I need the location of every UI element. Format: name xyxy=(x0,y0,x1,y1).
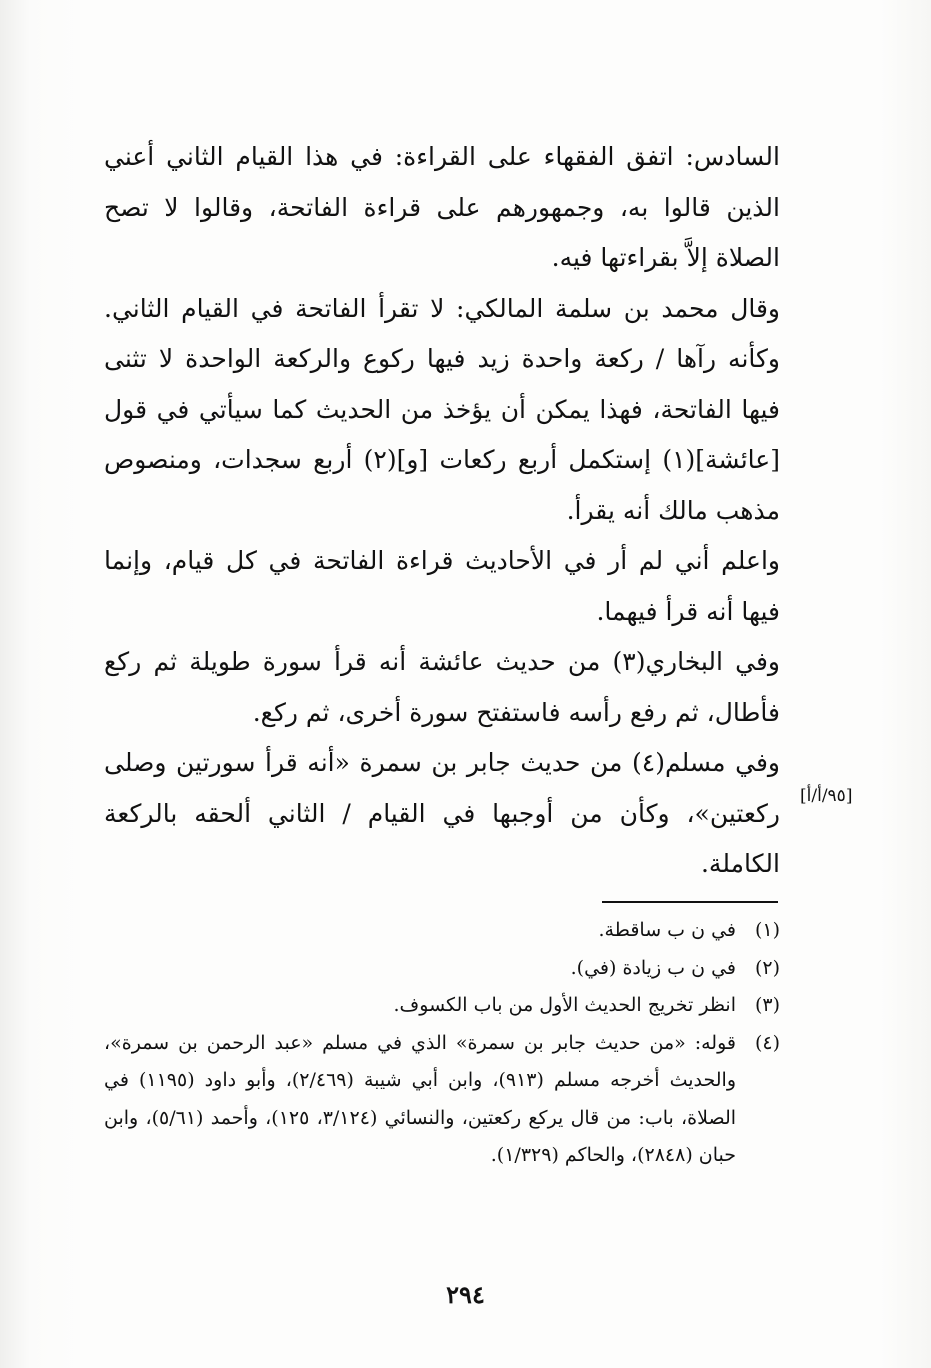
footnote-number: (٤) xyxy=(754,1031,780,1054)
paragraph: واعلم أني لم أر في الأحاديث قراءة الفاتحة في كل قيام، وإنما فيها أنه قرأ فيهما. xyxy=(104,546,780,626)
paragraph: وفي مسلم(٤) من حديث جابر بن سمرة «أنه قرأ سورتين وصلى ركعتين»، وكأن من أوجبها في القيام / الثاني ألحقه بالركعة الكاملة. xyxy=(104,748,781,878)
footnote-number: (٢) xyxy=(754,956,780,979)
manuscript-folio-reference: [٩٥/أ/أ] xyxy=(800,786,853,806)
footnote-number: (١) xyxy=(754,919,780,941)
footnote-text: انظر تخريج الحديث الأول من باب الكسوف. xyxy=(393,994,736,1016)
page-number: ٢٩٤ xyxy=(446,1280,485,1309)
footnote-number: (٣) xyxy=(754,994,780,1016)
footnote-text: قوله: «من حديث جابر بن سمرة» الذي في مسلم «عبد الرحمن بن سمرة»، والحديث أخرجه مسلم (٩١٣)، وابن أبي شيبة (٢/٤٦٩)، وأبو داود (١١٩٥) في الصلاة، باب: من قال يركع ركعتين، والنسائي (٣/١٢٤، ١٢٥)، وأحمد (٥/٦١)، وابن حبان (٢٨٤٨)، والحاكم (١/٣٢٩). xyxy=(104,1031,737,1166)
footnote-separator xyxy=(602,901,778,903)
footnotes xyxy=(104,912,780,1175)
footnote xyxy=(104,950,780,988)
paragraph: وفي البخاري(٣) من حديث عائشة أنه قرأ سورة طويلة ثم ركع فأطال، ثم رفع رأسه فاستفتح سورة أخرى، ثم ركع. xyxy=(104,647,780,727)
footnote xyxy=(104,987,780,1025)
footnote xyxy=(104,912,780,950)
main-text xyxy=(104,132,780,890)
paragraph: السادس: اتفق الفقهاء على القراءة: في هذا القيام الثاني أعني الذين قالوا به، وجمهورهم على قراءة الفاتحة، وقالوا لا تصح الصلاة إلاَّ بقراءتها فيه. xyxy=(104,142,780,272)
footnote xyxy=(104,1025,780,1175)
footnote-text: في ن ب زيادة (في). xyxy=(570,956,736,979)
paragraph: وقال محمد بن سلمة المالكي: لا تقرأ الفاتحة في القيام الثاني. وكأنه رآها / ركعة واحدة زيد فيها ركوع والركعة الواحدة لا تثنى فيها الفاتحة، فهذا يمكن أن يؤخذ من الحديث كما سيأتي في قول [عائشة](١) إستكمل أربع ركعات [و](٢) أربع سجدات، ومنصوص مذهب مالك أنه يقرأ. xyxy=(104,293,780,525)
footnote-text: في ن ب ساقطة. xyxy=(598,919,736,941)
